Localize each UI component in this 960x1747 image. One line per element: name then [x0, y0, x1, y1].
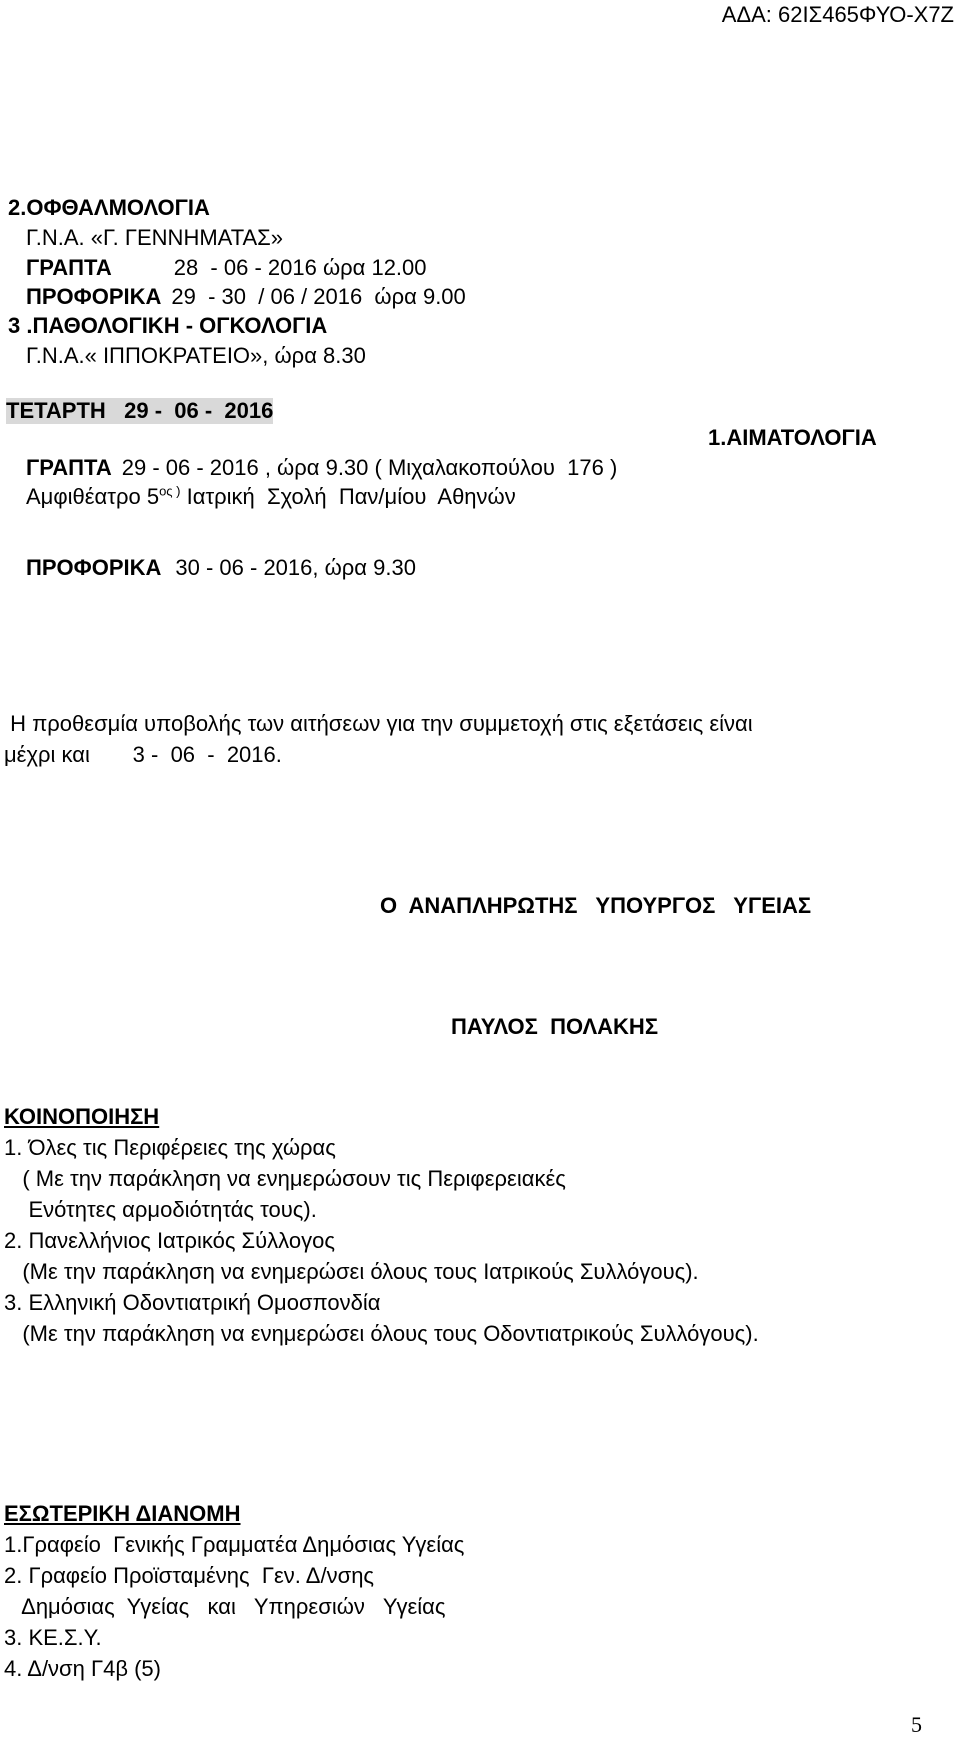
signature-name: ΠΑΥΛΟΣ ΠΟΛΑΚΗΣ — [451, 1014, 659, 1039]
notification-line: 2. Πανελλήνιος Ιατρικός Σύλλογος — [4, 1228, 335, 1253]
signature-role: Ο ΑΝΑΠΛΗΡΩΤΗΣ ΥΠΟΥΡΓΟΣ ΥΓΕΙΑΣ — [380, 893, 812, 918]
internal-distribution-title: ΕΣΩΤΕΡΙΚΗ ΔΙΑΝΟΜΗ — [4, 1501, 241, 1526]
ada-code: ΑΔΑ: 62ΙΣ465ΦΥΟ-Χ7Ζ — [721, 2, 954, 27]
distribution-line: 1.Γραφείο Γενικής Γραμματέα Δημόσιας Υγείας — [4, 1532, 465, 1557]
deadline-line-2: μέχρι και 3 - 06 - 2016. — [4, 742, 282, 767]
ophthalmology-written — [26, 255, 427, 281]
notification-line: 1. Όλες τις Περιφέρειες της χώρας — [4, 1135, 336, 1160]
venue-text-rest: Ιατρική Σχολή Παν/μίου Αθηνών — [180, 484, 516, 509]
distribution-line: 2. Γραφείο Προϊσταμένης Γεν. Δ/νσης — [4, 1563, 375, 1588]
ophthalmology-title: 2.ΟΦΘΑΛΜΟΛΟΓΙΑ — [8, 195, 210, 220]
hematology-oral — [26, 555, 416, 581]
ophthalmology-hospital: Γ.Ν.Α. «Γ. ΓΕΝΝΗΜΑΤΑΣ» — [26, 225, 284, 250]
venue-text: Αμφιθέατρο 5 — [26, 484, 160, 509]
written-value: 29 - 06 - 2016 , ώρα 9.30 ( Μιχαλακοπούλου 176 ) — [121, 455, 618, 480]
ophthalmology-oral — [26, 284, 466, 310]
notification-line: ( Με την παράκληση να ενημερώσουν τις Περιφερειακές — [4, 1166, 566, 1191]
pathology-title: 3 .ΠΑΘΟΛΟΓΙΚΗ - ΟΓΚΟΛΟΓΙΑ — [8, 313, 328, 338]
oral-label: ΠΡΟΦΟΡΙΚΑ — [26, 284, 162, 309]
oral-value: 29 - 30 / 06 / 2016 ώρα 9.00 — [171, 284, 466, 309]
hematology-title: 1.ΑΙΜΑΤΟΛΟΓΙΑ — [708, 425, 877, 450]
notification-line: 3. Ελληνική Οδοντιατρική Ομοσπονδία — [4, 1290, 381, 1315]
distribution-line: Δημόσιας Υγείας και Υπηρεσιών Υγείας — [4, 1594, 446, 1619]
distribution-line: 3. ΚΕ.Σ.Υ. — [4, 1625, 102, 1650]
deadline-line-1: Η προθεσμία υποβολής των αιτήσεων για την συμμετοχή στις εξετάσεις είναι — [4, 711, 753, 736]
notification-line: (Με την παράκληση να ενημερώσει όλους τους Οδοντιατρικούς Συλλόγους). — [4, 1321, 759, 1346]
wednesday-date: ΤΕΤΑΡΤΗ 29 - 06 - 2016 — [6, 398, 274, 423]
page-number: 5 — [911, 1712, 922, 1737]
notification-line: Ενότητες αρμοδιότητάς τους). — [4, 1197, 317, 1222]
pathology-hospital: Γ.Ν.Α.« ΙΠΠΟΚΡΑΤΕΙΟ», ώρα 8.30 — [26, 343, 366, 368]
written-value: 28 - 06 - 2016 ώρα 12.00 — [173, 255, 427, 280]
written-label: ΓΡΑΠΤΑ — [26, 455, 112, 480]
hematology-written — [26, 455, 617, 481]
notification-title: ΚΟΙΝΟΠΟΙΗΣΗ — [4, 1104, 160, 1129]
hematology-venue — [26, 484, 516, 510]
notification-line: (Με την παράκληση να ενημερώσει όλους τους Ιατρικούς Συλλόγους). — [4, 1259, 699, 1284]
distribution-line: 4. Δ/νση Γ4β (5) — [4, 1656, 161, 1681]
oral-value: 30 - 06 - 2016, ώρα 9.30 — [175, 555, 416, 580]
written-label: ΓΡΑΠΤΑ — [26, 255, 112, 280]
oral-label: ΠΡΟΦΟΡΙΚΑ — [26, 555, 162, 580]
venue-superscript: ος ) — [159, 483, 181, 499]
